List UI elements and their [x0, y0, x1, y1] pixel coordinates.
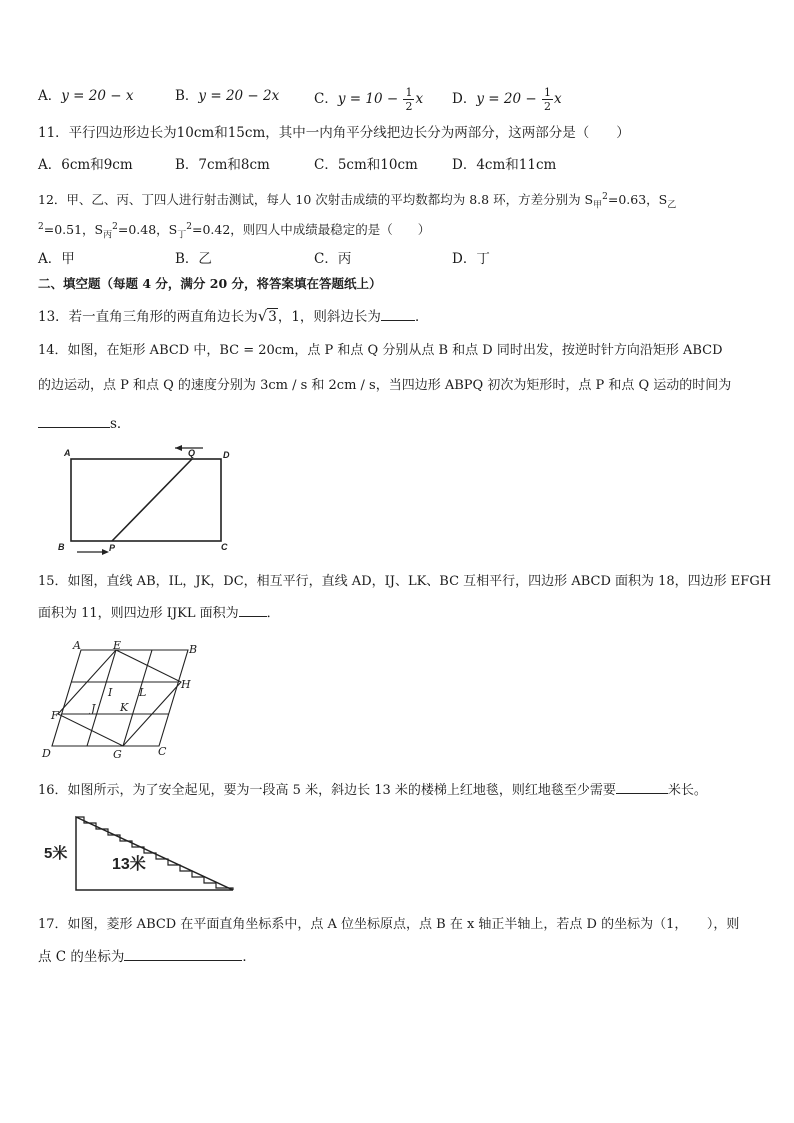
height-label: 5米 — [44, 845, 68, 862]
q11-option-c[interactable]: C．5cm和10cm — [314, 157, 418, 173]
q15-line1: 15．如图，直线 AB，IL，JK，DC，相互平行，直线 AD，IJ、LK、BC 互相平行，四边形 ABCD 面积为 18，四边形 EFGH — [38, 574, 772, 589]
q10-option-b[interactable]: B．y = 20 − 2x — [175, 88, 280, 104]
label-f: F — [51, 709, 59, 722]
q14-answer-blank[interactable] — [38, 413, 110, 428]
q15-parallelogram-figure — [36, 640, 206, 765]
q16-answer-blank[interactable] — [616, 779, 668, 794]
fraction: $\frac{1}{2}$ — [405, 86, 413, 113]
q14-line2: 的边运动，点 P 和点 Q 的速度分别为 3cm / s 和 2cm / s，当四边形 ABPQ 初次为矩形时，点 P 和点 Q 运动的时间为 — [38, 378, 732, 393]
q17-answer-blank[interactable] — [124, 946, 242, 961]
label-a: A — [73, 639, 81, 652]
label-j: J — [91, 702, 96, 715]
label-k: K — [120, 701, 129, 714]
label-i: I — [108, 686, 113, 699]
q15-answer-blank[interactable] — [239, 602, 267, 617]
label-c: C — [221, 542, 228, 552]
q12-stem-line2: $^2$=0.51，$S_丙^2=0.48$，$S_丁^2=0.42$，则四人中成绩最稳定的是（ ） — [38, 222, 431, 241]
q17-line1: 17．如图，菱形 ABCD 在平面直角坐标系中，点 A 位坐标原点，点 B 在 x 轴正半轴上，若点 D 的坐标为（1， ），则 — [38, 917, 740, 932]
q12-option-c[interactable]: C．丙 — [314, 251, 352, 267]
q11-option-d[interactable]: D．4cm和11cm — [452, 157, 557, 173]
q10-option-a[interactable]: A．y = 20 − x — [38, 88, 134, 104]
q12-stem-line1: 12．甲、乙、丙、丁四人进行射击测试，每人 10 次射击成绩的平均数都均为 8.8 环，方差分别为 $S_甲^2=0.63$，$S_乙$ — [38, 192, 677, 211]
q10-option-c[interactable]: C．y = 10 − $\frac{1}{2}$ x — [314, 86, 424, 113]
label-g: G — [113, 748, 122, 761]
label-h: H — [181, 678, 191, 691]
label-b: B — [189, 643, 198, 656]
q12-option-d[interactable]: D．丁 — [452, 251, 490, 267]
label-d: D — [42, 747, 51, 760]
fraction: $\frac{1}{2}$ — [543, 86, 551, 113]
label-a: A — [64, 448, 71, 458]
label-d: D — [223, 450, 230, 460]
q14-rectangle-figure — [55, 442, 245, 557]
q13-stem: 13．若一直角三角形的两直角边长为√3，1，则斜边长为 ． — [38, 307, 429, 325]
q12-option-b[interactable]: B．乙 — [175, 251, 212, 267]
q15-line2: 面积为 11，则四边形 IJKL 面积为 ． — [38, 602, 280, 624]
label-e: E — [113, 639, 122, 652]
label-l: L — [139, 686, 147, 699]
q14-line1: 14．如图，在矩形 ABCD 中，BC = 20cm，点 P 和点 Q 分别从点 B 和点 D 同时出发，按逆时针方向沿矩形 ABCD — [38, 343, 723, 358]
label-c: C — [158, 745, 167, 758]
q16-stem: 16．如图所示，为了安全起见，要为一段高 5 米，斜边长 13 米的楼梯上红地毯，则红地毯至少需要 米长。 — [38, 779, 707, 801]
q12-option-a[interactable]: A．甲 — [38, 251, 75, 267]
q16-staircase-figure — [40, 812, 240, 894]
label-q: Q — [188, 448, 196, 458]
sqrt-symbol: √ — [257, 307, 268, 325]
q14-line3: s． — [38, 413, 130, 434]
q10-option-d[interactable]: D．y = 20 − $\frac{1}{2}$ x — [452, 86, 562, 113]
label-p: P — [109, 543, 116, 553]
label-b: B — [58, 542, 65, 552]
q11-stem: 11．平行四边形边长为10cm和15cm，其中一内角平分线把边长分为两部分，这两部分是（ ） — [38, 125, 630, 141]
section-title: 二、填空题（每题 4 分，满分 20 分，将答案填在答题纸上） — [38, 276, 382, 291]
q11-option-b[interactable]: B．7cm和8cm — [175, 157, 270, 173]
hypotenuse-label: 13米 — [112, 856, 146, 873]
q11-option-a[interactable]: A．6cm和9cm — [38, 157, 133, 173]
q13-answer-blank[interactable] — [381, 306, 415, 321]
q17-line2: 点 C 的坐标为 ． — [38, 946, 256, 967]
